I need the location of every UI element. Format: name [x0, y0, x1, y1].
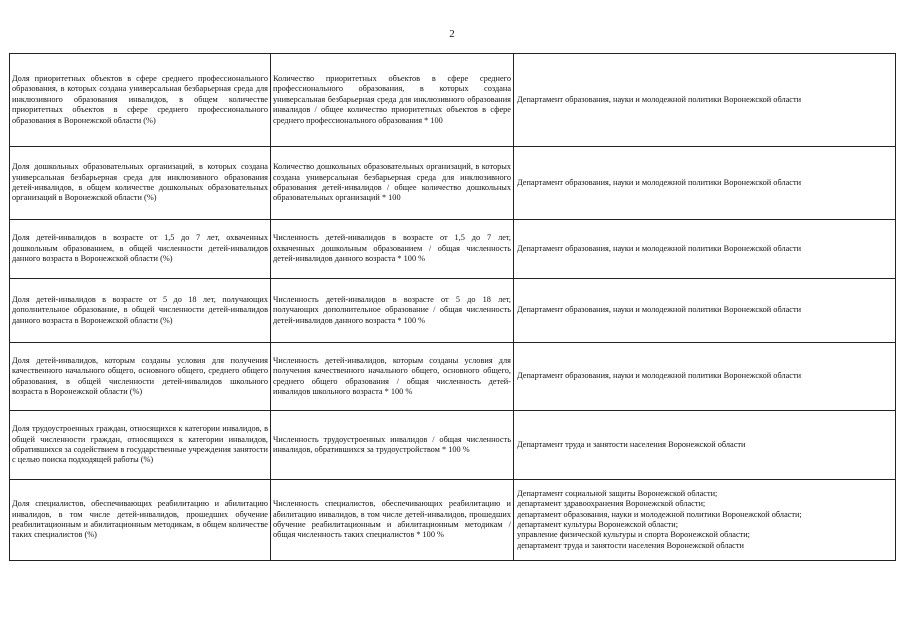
- formula-cell: Численность специалистов, обеспечивающих реабилитацию и абилитацию инвалидов, в том числе детей-инвалидов, прошедших обучение реабилитационным и абилитационным методикам / общая численность таких специалистов * 100 %: [271, 480, 514, 561]
- department-line: Департамент образования, науки и молодежной политики Воронежской области: [517, 371, 802, 381]
- department-cell: [514, 343, 896, 411]
- department-cell: [514, 279, 896, 343]
- department-cell: [514, 147, 896, 220]
- table-row: [10, 279, 896, 343]
- department-line: Департамент труда и занятости населения Воронежской области: [517, 439, 746, 449]
- indicator-cell: Доля детей-инвалидов в возрасте от 1,5 до 7 лет, охваченных дошкольным образованием, в общей численности детей-инвалидов данного возраста в Воронежской области (%): [10, 220, 271, 279]
- department-line: Департамент образования, науки и молодежной политики Воронежской области: [517, 94, 802, 104]
- department-line: департамент труда и занятости населения Воронежской области: [517, 540, 744, 550]
- department-cell: [514, 411, 896, 480]
- formula-cell: Численность детей-инвалидов в возрасте от 1,5 до 7 лет, охваченных дошкольным образованием / общая численность детей-инвалидов данного возраста * 100 %: [271, 220, 514, 279]
- table-row: [10, 220, 896, 279]
- formula-cell: Количество дошкольных образовательных организаций, в которых создана универсальная безбарьерная среда для инклюзивного образования детей-инвалидов / общее количество дошкольных образовательных организаций * 100: [271, 147, 514, 220]
- indicators-table: [9, 53, 896, 561]
- department-line: департамент образования, науки и молодежной политики Воронежской области;: [517, 509, 802, 519]
- department-line: департамент культуры Воронежской области;: [517, 520, 678, 529]
- indicator-cell: Доля детей-инвалидов, которым созданы условия для получения качественного начального общего, основного общего, среднего общего образования, в общей численности детей-инвалидов школьного возраста в Воронежской области (%): [10, 343, 271, 411]
- department-line: управление физической культуры и спорта Воронежской области;: [517, 530, 750, 540]
- table-row: [10, 147, 896, 220]
- department-cell: [514, 220, 896, 279]
- department-cell: [514, 480, 896, 561]
- indicator-cell: Доля дошкольных образовательных организаций, в которых создана универсальная безбарьерная среда для инклюзивного образования детей-инвалидов, в общем количестве дошкольных образовательных организаций в Воронежской области (%): [10, 147, 271, 220]
- table-row: [10, 480, 896, 561]
- department-line: Департамент социальной защиты Воронежской области;: [517, 488, 718, 498]
- formula-cell: Численность детей-инвалидов в возрасте от 5 до 18 лет, получающих дополнительное образование / общая численность детей-инвалидов данного возраста * 100 %: [271, 279, 514, 343]
- department-line: департамент здравоохранения Воронежской области;: [517, 499, 706, 509]
- page-number: 2: [449, 28, 455, 40]
- table-row: [10, 411, 896, 480]
- indicator-cell: Доля специалистов, обеспечивающих реабилитацию и абилитацию инвалидов, в том числе детей-инвалидов, прошедших обучение реабилитационным и абилитационным методикам, в общем количестве таких специалистов (%): [10, 480, 271, 561]
- formula-cell: Количество приоритетных объектов в сфере среднего профессионального образования, в которых создана универсальная безбарьерная среда для инклюзивного образования инвалидов / общее количество приоритетных объектов в сфере среднего профессионального образования * 100: [271, 54, 514, 147]
- department-cell: [514, 54, 896, 147]
- formula-cell: Численность трудоустроенных инвалидов / общая численность инвалидов, обратившихся за трудоустройством * 100 %: [271, 411, 514, 480]
- table-row: [10, 54, 896, 147]
- department-line: Департамент образования, науки и молодежной политики Воронежской области: [517, 177, 802, 187]
- indicator-cell: Доля детей-инвалидов в возрасте от 5 до 18 лет, получающих дополнительное образование, в общей численности детей-инвалидов данного возраста в Воронежской области (%): [10, 279, 271, 343]
- table-row: [10, 343, 896, 411]
- department-line: Департамент образования, науки и молодежной политики Воронежской области: [517, 305, 802, 315]
- indicator-cell: Доля приоритетных объектов в сфере среднего профессионального образования, в которых создана универсальная безбарьерная среда для инклюзивного образования инвалидов, в общем количестве приоритетных объектов в сфере среднего профессионального образования в Воронежской области (%): [10, 54, 271, 147]
- indicator-cell: Доля трудоустроенных граждан, относящихся к категории инвалидов, в общей численности граждан, относящихся к категории инвалидов, обратившихся за содействием в государственные учреждения занятости с целью поиска подходящей работы (%): [10, 411, 271, 480]
- department-line: Департамент образования, науки и молодежной политики Воронежской области: [517, 243, 802, 253]
- formula-cell: Численность детей-инвалидов, которым созданы условия для получения качественного начального общего, основного общего, среднего общего образования / общая численность детей-инвалидов школьного возраста * 100 %: [271, 343, 514, 411]
